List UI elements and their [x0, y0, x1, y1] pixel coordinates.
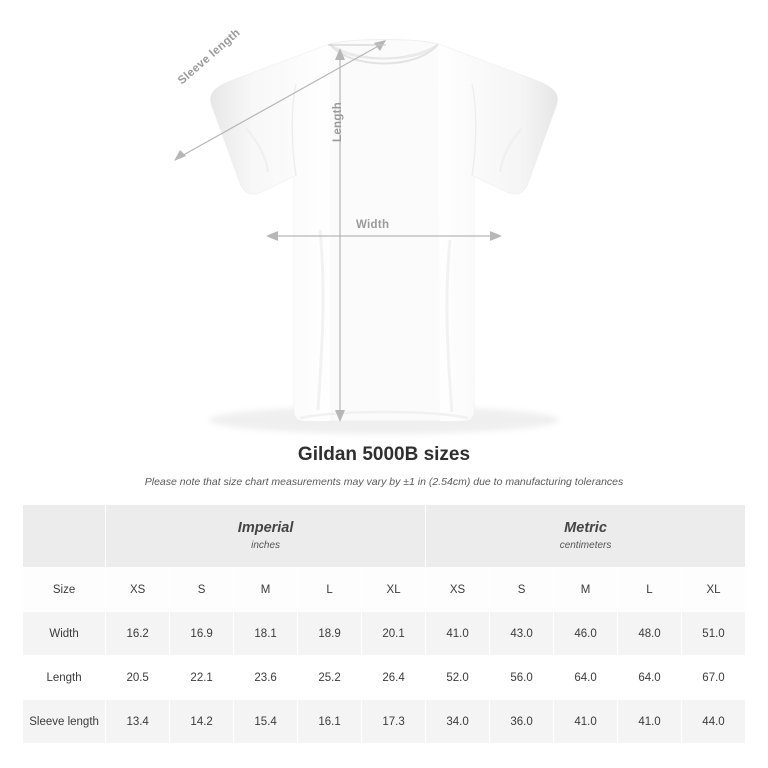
cell-sleeve-met-s: 36.0 [490, 700, 554, 744]
cell-length-imp-m: 23.6 [234, 656, 298, 700]
cell-sleeve-imp-l: 16.1 [298, 700, 362, 744]
cell-length-met-s: 56.0 [490, 656, 554, 700]
table-row [23, 700, 746, 744]
cell-width-met-xl: 51.0 [682, 612, 746, 656]
cell-sleeve-imp-s: 14.2 [170, 700, 234, 744]
unit-metric-cell [426, 505, 746, 568]
cell-width-met-m: 46.0 [554, 612, 618, 656]
cell-width-imp-l: 18.9 [298, 612, 362, 656]
length-label: Length [332, 101, 344, 142]
unit-header-row [23, 505, 746, 568]
cell-sleeve-met-l: 41.0 [618, 700, 682, 744]
table-row [23, 612, 746, 656]
header-cell-imp-m: M [234, 568, 298, 612]
unit-metric-sub: centimeters [559, 540, 612, 552]
cell-length-met-l: 64.0 [618, 656, 682, 700]
cell-sleeve-met-m: 41.0 [554, 700, 618, 744]
header-cell-imp-l: L [298, 568, 362, 612]
unit-imperial-name: Imperial [237, 519, 294, 536]
cell-width-imp-s: 16.9 [170, 612, 234, 656]
cell-length-met-xs: 52.0 [426, 656, 490, 700]
cell-length-imp-l: 25.2 [298, 656, 362, 700]
tolerance-note: Please note that size chart measurements may vary by ±1 in (2.54cm) due to manufacturing tolerances [144, 476, 624, 488]
cell-sleeve-imp-xl: 17.3 [362, 700, 426, 744]
size-header-row [23, 568, 746, 612]
header-cell-met-xs: XS [426, 568, 490, 612]
sleeve-length-label: Sleeve length [176, 26, 243, 88]
unit-imperial-sub: inches [251, 540, 281, 552]
cell-length-imp-xs: 20.5 [106, 656, 170, 700]
cell-sleeve-imp-m: 15.4 [234, 700, 298, 744]
cell-sleeve-met-xl: 44.0 [682, 700, 746, 744]
header-cell-imp-xl: XL [362, 568, 426, 612]
cell-length-met-m: 64.0 [554, 656, 618, 700]
row-label-sleeve-length: Sleeve length [23, 700, 106, 744]
cell-sleeve-met-xs: 34.0 [426, 700, 490, 744]
cell-length-imp-xl: 26.4 [362, 656, 426, 700]
header-cell-imp-s: S [170, 568, 234, 612]
table-row [23, 656, 746, 700]
cell-width-imp-m: 18.1 [234, 612, 298, 656]
size-chart-table [22, 504, 746, 744]
unit-spacer-cell [23, 505, 106, 568]
size-table-wrapper [0, 504, 768, 744]
header-cell-size: Size [23, 568, 106, 612]
cell-width-met-l: 48.0 [618, 612, 682, 656]
header-cell-met-l: L [618, 568, 682, 612]
cell-width-met-s: 43.0 [490, 612, 554, 656]
unit-imperial-cell [106, 505, 426, 568]
cell-length-met-xl: 67.0 [682, 656, 746, 700]
row-label-length: Length [23, 656, 106, 700]
cell-sleeve-imp-xs: 13.4 [106, 700, 170, 744]
row-label-width: Width [23, 612, 106, 656]
header-cell-met-s: S [490, 568, 554, 612]
cell-width-met-xs: 41.0 [426, 612, 490, 656]
header-cell-imp-xs: XS [106, 568, 170, 612]
header-cell-met-xl: XL [682, 568, 746, 612]
width-label: Width [356, 219, 390, 231]
cell-width-imp-xs: 16.2 [106, 612, 170, 656]
cell-width-imp-xl: 20.1 [362, 612, 426, 656]
unit-metric-name: Metric [564, 519, 607, 536]
header-cell-met-m: M [554, 568, 618, 612]
cell-length-imp-s: 22.1 [170, 656, 234, 700]
page-title: Gildan 5000B sizes [297, 444, 471, 465]
